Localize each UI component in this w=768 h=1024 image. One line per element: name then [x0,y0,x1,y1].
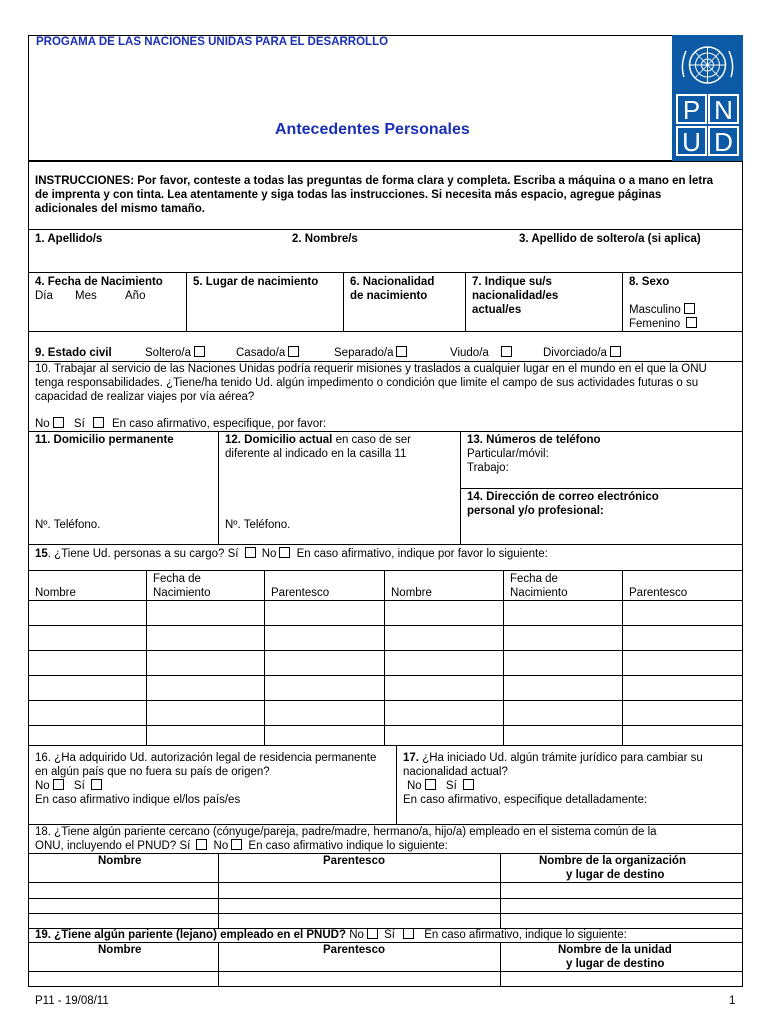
divider [384,570,385,745]
org-name: PROGAMA DE LAS NACIONES UNIDAS PARA EL DESARROLLO [36,36,389,48]
q15-col-birth: Fecha de [153,573,201,585]
q17-specify: En caso afirmativo, especifique detalladamente: [403,794,648,806]
q17-answer [407,779,477,793]
q15-col-relation: Parentesco [271,587,330,599]
q19-col-unit: y lugar de destino [566,958,665,970]
table-row [28,675,743,676]
no-label: No [261,548,277,560]
q18-text: ONU, incluyendo el PNUD? Sí [35,840,191,852]
q10-specify: En caso afirmativo, especifique, por favor: [111,418,327,430]
q16-text: 16. ¿Ha adquirido Ud. autorización legal de residencia permanente en algún país que no fuera su país de origen? [35,752,377,778]
q18-col-org: Nombre de la organización [539,855,686,867]
page-title: Antecedentes Personales [275,121,470,138]
table-row [28,971,743,972]
divider [218,853,219,928]
q19-text: 19. ¿Tiene algún pariente (lejano) empleado en el PNUD? [35,929,346,941]
q18-no-checkbox[interactable] [231,839,242,850]
divider [500,942,501,987]
divider [622,570,623,745]
q15-col-birth: Nacimiento [510,587,568,599]
birth-date-label: 4. Fecha de Nacimiento [35,276,163,288]
yes-label: Sí [445,780,457,792]
sex-label: 8. Sexo [629,276,670,288]
yes-label: Sí [73,418,85,430]
permanent-address-label: 11. Domicilio permanente [35,434,174,446]
divider [465,272,466,331]
current-nationality-label: nacionalidad/es [472,290,559,302]
current-address-note: en caso de ser diferente al indicado en la casilla 11 [225,434,412,460]
current-address-title: 12. Domicilio actual [225,434,333,446]
civil-option-widowed [450,346,515,360]
q17-text [403,751,733,779]
female-option [629,317,700,331]
civil-option-separated [334,346,410,360]
q19-no-checkbox[interactable] [367,928,378,939]
civil-status-label: 9. Estado civil [35,347,112,359]
logo-letter: N [708,94,739,124]
single-checkbox[interactable] [194,346,205,357]
divider [186,272,187,331]
married-checkbox[interactable] [288,346,299,357]
q18-text: 18. ¿Tiene algún pariente cercano (cónyuge/pareja, padre/madre, hermano/a, hijo/a) empleado en el sistema común de la [35,826,657,838]
q15-no-checkbox[interactable] [279,547,290,558]
q15-col-name: Nombre [35,587,76,599]
divider [218,942,219,987]
current-nationality-label: 7. Indique su/s [472,276,552,288]
civil-option-label: Divorciado/a [543,347,607,359]
divider [500,853,501,928]
q17-no-checkbox[interactable] [425,779,436,790]
email-label: personal y/o profesional: [467,505,604,517]
q16-yes-checkbox[interactable] [91,779,102,790]
civil-option-married [236,346,302,360]
current-address-label [225,433,450,461]
q10-answer [35,417,326,431]
divider [28,331,743,332]
q18-col-name: Nombre [98,855,142,867]
q15-col-relation: Parentesco [629,587,688,599]
female-label: Femenino [629,318,681,330]
mobile-label: Particular/móvil: [467,448,549,460]
civil-option-label: Casado/a [236,347,286,359]
q17-yes-checkbox[interactable] [463,779,474,790]
male-checkbox[interactable] [684,303,695,314]
table-row [28,625,743,626]
q19-col-unit: Nombre de la unidad [558,944,672,956]
divider [28,544,743,545]
q18-answer [35,839,448,853]
q18-col-org: y lugar de destino [566,869,665,881]
q19-question [35,928,627,942]
civil-option-single [145,346,208,360]
phone-number-label: Nº. Teléfono. [225,519,291,531]
work-phone-label: Trabajo: [467,462,509,474]
undp-logo [672,35,743,161]
q19-col-relation: Parentesco [323,944,386,956]
separated-checkbox[interactable] [396,346,407,357]
first-name-label: 2. Nombre/s [292,233,358,245]
no-label: No [35,418,50,430]
q15-question [35,547,548,561]
no-label: No [35,780,50,792]
divorced-checkbox[interactable] [610,346,621,357]
divider [146,570,147,745]
q19-col-name: Nombre [98,944,142,956]
table-row [28,882,743,883]
un-emblem-icon [672,39,743,91]
q15-yes-checkbox[interactable] [245,547,256,558]
divider [28,272,743,273]
table-row [28,898,743,899]
table-row [28,913,743,914]
divider [28,745,743,746]
header-box [28,35,743,161]
day-label: Día [35,290,53,302]
civil-option-label: Viudo/a [450,347,489,359]
yes-label: Sí [384,929,395,941]
table-row [28,725,743,726]
male-option [629,303,698,317]
q16-specify: En caso afirmativo indique el/los país/es [35,794,241,806]
divider [460,488,743,489]
month-label: Mes [75,290,97,302]
civil-option-label: Separado/a [334,347,394,359]
instructions: INSTRUCCIONES: Por favor, conteste a todas las preguntas de forma clara y completa. Escriba a máquina o a mano en letra de imprenta y con tinta. Lea atentamente y siga todas las instrucciones. Si necesita más espacio, agregue páginas adicionales del mismo tamaño. [35,175,714,215]
yes-label: Sí [73,780,85,792]
form-code: P11 - 19/08/11 [35,995,109,1007]
q10-yes-checkbox[interactable] [93,417,104,428]
q15-number: 15 [35,548,48,560]
q15-text: . ¿Tiene Ud. personas a su cargo? Sí [47,548,239,560]
divider [503,570,504,745]
divider [218,431,219,544]
birth-place-label: 5. Lugar de nacimiento [193,276,319,288]
table-row [28,600,743,601]
q18-col-relation: Parentesco [323,855,386,867]
widowed-checkbox[interactable] [501,346,512,357]
logo-letter: U [676,126,707,156]
q17-question: ¿Ha iniciado Ud. algún trámite jurídico para cambiar su nacionalidad actual? [403,752,703,778]
q18-yes-checkbox[interactable] [196,839,207,850]
divider [28,229,743,230]
logo-letter: D [708,126,739,156]
divider [28,570,743,571]
divider [343,272,344,331]
divider [622,272,623,331]
q19-rest: En caso afirmativo, indique lo siguiente: [424,929,627,941]
q10-no-checkbox[interactable] [53,417,64,428]
no-label: No [349,929,364,941]
maiden-name-label: 3. Apellido de soltero/a (si aplica) [519,233,701,245]
q18-rest: En caso afirmativo indique lo siguiente: [248,840,448,852]
year-label: Año [125,290,146,302]
current-nationality-label: actual/es [472,304,522,316]
q15-rest: En caso afirmativo, indique por favor lo siguiente: [296,548,548,560]
logo-letter: P [676,94,707,124]
q16-answer [35,779,105,793]
phone-number-label: Nº. Teléfono. [35,519,101,531]
table-row [28,650,743,651]
civil-option-label: Soltero/a [145,347,192,359]
q10-text: 10. Trabajar al servicio de las Naciones Unidas podría requerir misiones y traslados a cualquier lugar en el mundo en el que la ONU tenga responsabilidades. ¿Tiene/ha tenido Ud. algún impedimento o condición que limite el campo de sus actividades futuras o su capacidad de realizar viajes por vía aérea? [35,363,707,403]
email-label: 14. Dirección de correo electrónico [467,491,659,503]
page-number: 1 [729,995,736,1007]
divider [28,431,743,432]
male-label: Masculino [629,304,681,316]
no-label: No [407,780,422,792]
table-row [28,700,743,701]
q19-yes-checkbox[interactable] [403,928,414,939]
divider [396,745,397,824]
female-checkbox[interactable] [686,317,697,328]
q15-col-birth: Fecha de [510,573,558,585]
q15-col-birth: Nacimiento [153,587,211,599]
q15-col-name: Nombre [391,587,432,599]
no-label: No [213,840,229,852]
surname-label: 1. Apellido/s [35,233,103,245]
divider [264,570,265,745]
phones-label: 13. Números de teléfono [467,434,601,446]
civil-option-divorced [543,346,624,360]
q17-number: 17. [403,752,419,764]
q16-no-checkbox[interactable] [53,779,64,790]
birth-nationality-label: de nacimiento [350,290,428,302]
birth-nationality-label: 6. Nacionalidad [350,276,435,288]
